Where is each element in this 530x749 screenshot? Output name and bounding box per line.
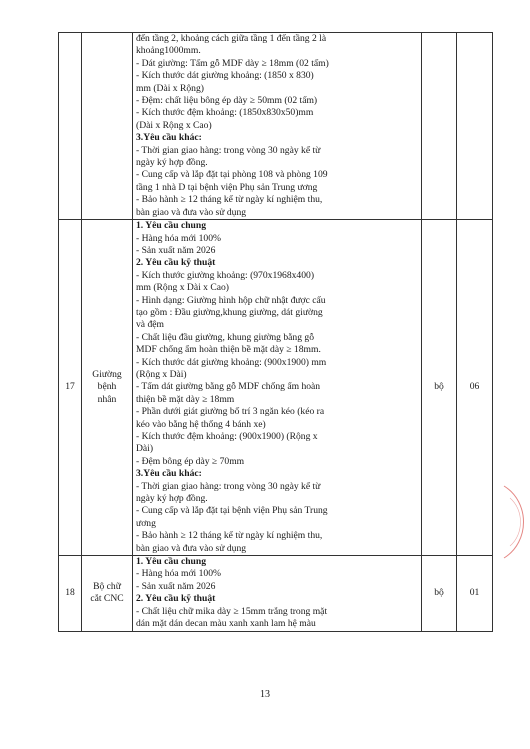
table-row — [59, 220, 493, 556]
item-name-cell — [82, 33, 133, 220]
row-number-cell — [59, 33, 82, 220]
spec-line: - Sản xuất năm 2026 — [136, 580, 216, 592]
quantity-cell — [457, 33, 493, 220]
spec-heading: 2. Yêu cầu kỹ thuật — [136, 593, 216, 605]
spec-line: (Rộng x Dài) — [136, 368, 187, 380]
item-name-line: Giường — [92, 368, 122, 380]
spec-line: - Chất liệu đầu giường, khung giường bằng gỗ — [136, 331, 315, 343]
spec-heading: 2. Yêu cầu kỹ thuật — [136, 257, 216, 269]
spec-line: - Phần dưới giát giường bố trí 3 ngăn kéo (kéo ra — [136, 406, 325, 418]
spec-line: - Kích thước dát giường khoảng: (1850 x 830) — [136, 70, 314, 82]
unit-cell — [422, 33, 457, 220]
quantity-cell: 01 — [457, 556, 493, 631]
table-row — [59, 33, 493, 220]
spec-line: - Kích thước dát giường khoảng: (900x1900) mm — [136, 356, 327, 368]
spec-line: - Cung cấp và lắp đặt tại bệnh viện Phụ sản Trung — [136, 505, 328, 517]
item-name-line: Bộ chữ — [93, 580, 121, 592]
spec-line: - Kích thước đệm khoảng: (900x1900) (Rộng x — [136, 431, 318, 442]
spec-line: - Đệm: chất liệu bông ép dày ≥ 50mm (02 tấm) — [136, 95, 318, 107]
table-row — [59, 556, 493, 631]
spec-line: dán mặt dán decan màu xanh xanh lam hệ màu — [136, 618, 316, 630]
specification-cell — [133, 33, 422, 220]
row-number-cell: 17 — [59, 220, 82, 556]
spec-line: tầng 1 nhà D tại bệnh viện Phụ sản Trung ương — [136, 181, 318, 193]
spec-line: ương — [136, 517, 156, 529]
specification-table — [58, 32, 493, 632]
quantity-cell: 06 — [457, 220, 493, 556]
row-number-cell: 18 — [59, 556, 82, 631]
page-number: 13 — [260, 689, 270, 700]
specification-cell — [133, 556, 422, 631]
stamp-edge-mark — [500, 484, 530, 560]
unit-cell: bộ — [422, 556, 457, 631]
spec-line: bàn giao và đưa vào sử dụng — [136, 542, 247, 554]
spec-line: (Dài x Rộng x Cao) — [136, 119, 212, 131]
spec-line: - Cung cấp và lắp đặt tại phòng 108 và phòng 109 — [136, 169, 328, 181]
spec-line: mm (Dài x Rộng) — [136, 82, 204, 94]
item-name-line: bệnh — [97, 381, 117, 393]
spec-line: MDF chống ẩm hoàn thiện bề mặt dày ≥ 18mm. — [136, 344, 321, 356]
item-name-cell — [82, 556, 133, 631]
spec-line: bàn giao và đưa vào sử dụng — [136, 206, 247, 218]
spec-line: ngày ký hợp đồng. — [136, 493, 208, 505]
spec-line: - Kích thước đệm khoảng: (1850x830x50)mm — [136, 107, 314, 119]
spec-line: khoảng1000mm. — [136, 45, 201, 57]
specification-cell — [133, 220, 422, 556]
spec-heading: 1. Yêu cầu chung — [136, 220, 207, 232]
spec-line: thiện bề mặt dày ≥ 18mm — [136, 393, 235, 405]
item-name-cell — [82, 220, 133, 556]
spec-line: tạo gồm : Đầu giường,khung giường, dát giường — [136, 306, 323, 318]
spec-line: - Dát giường: Tấm gỗ MDF dày ≥ 18mm (02 tấm) — [136, 57, 329, 69]
spec-line: - Sản xuất năm 2026 — [136, 244, 216, 256]
spec-line: - Đệm bông ép dày ≥ 70mm — [136, 455, 245, 467]
spec-line: đến tầng 2, khoảng cách giữa tầng 1 đến tầng 2 là — [136, 33, 327, 44]
spec-line: - Kích thước giường khoảng: (970x1968x400) — [136, 269, 315, 281]
stamp-arc-inner — [510, 498, 521, 546]
spec-line: - Bảo hành ≥ 12 tháng kể từ ngày kí nghiệm thu, — [136, 194, 323, 206]
spec-heading: 3.Yêu cầu khác: — [136, 132, 202, 144]
spec-line: - Hình dạng: Giường hình hộp chữ nhật được cấu — [136, 294, 326, 306]
spec-line: - Thời gian giao hàng: trong vòng 30 ngày kể từ — [136, 480, 321, 492]
item-name-line: cắt CNC — [90, 593, 124, 605]
item-name-line: nhân — [97, 393, 117, 405]
spec-line: - Thời gian giao hàng: trong vòng 30 ngày kể từ — [136, 144, 321, 156]
spec-line: Dài) — [136, 443, 154, 455]
spec-line: mm (Rộng x Dài x Cao) — [136, 282, 229, 294]
unit-cell: bộ — [422, 220, 457, 556]
spec-line: - Tấm dát giường bằng gỗ MDF chống ẩm hoàn — [136, 381, 321, 393]
spec-line: ngày ký hợp đồng. — [136, 157, 208, 169]
spec-line: - Hàng hóa mới 100% — [136, 568, 222, 580]
spec-line: - Bảo hành ≥ 12 tháng kể từ ngày kí nghiệm thu, — [136, 530, 323, 542]
spec-heading: 3.Yêu cầu khác: — [136, 468, 202, 480]
spec-line: - Chất liệu chữ mika dày ≥ 15mm trắng trong mặt — [136, 605, 328, 617]
spec-heading: 1. Yêu cầu chung — [136, 556, 207, 568]
spec-line: và đệm — [136, 319, 164, 331]
spec-line: - Hàng hóa mới 100% — [136, 232, 222, 244]
spec-line: kéo vào bằng hệ thống 4 bánh xe) — [136, 418, 266, 430]
